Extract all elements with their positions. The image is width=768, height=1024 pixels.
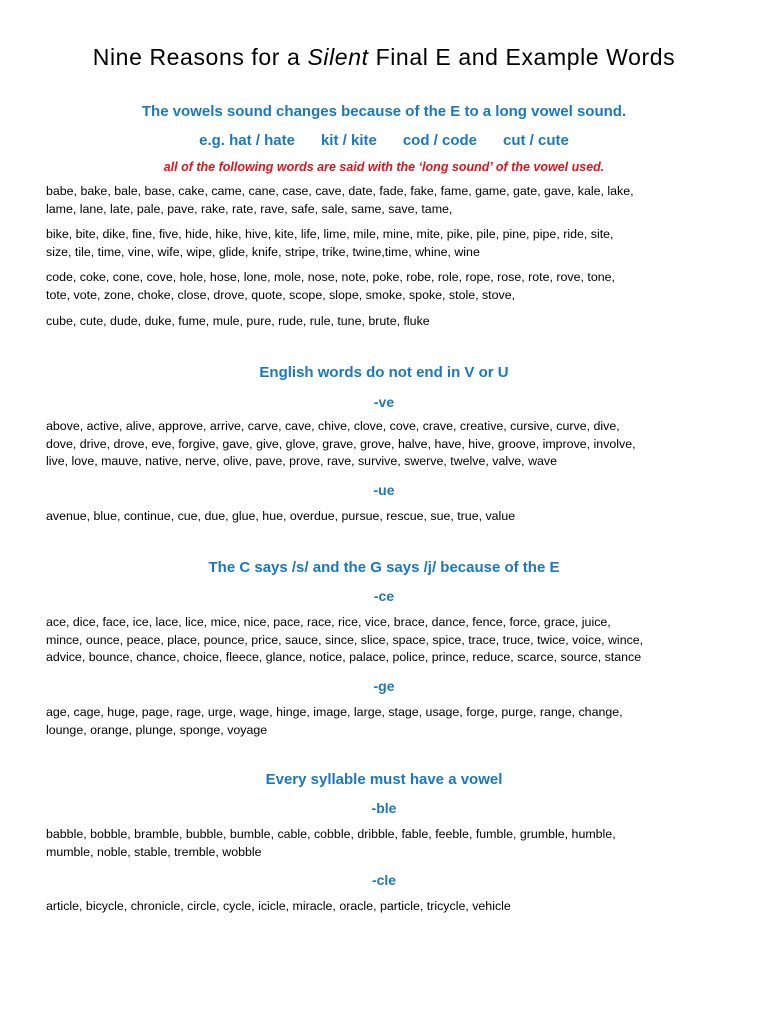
example-pair: cod / code — [402, 132, 478, 149]
word-line: avenue, blue, continue, cue, due, glue, hue, overdue, pursue, rescue, sue, true, value — [46, 509, 516, 523]
word-line: mince, ounce, peace, place, pounce, price, sauce, since, slice, space, spice, trace, truce, twice, voice, wince, — [46, 632, 644, 647]
word-list-ble — [46, 826, 736, 861]
long-sound-note: all of the following words are said with the ‘long sound’ of the vowel used. — [163, 160, 605, 174]
title-italic-word: Silent — [307, 44, 369, 70]
section-heading-c-g: The C says /s/ and the G says /j/ because of the E — [208, 559, 560, 576]
example-pair: cut / cute — [503, 132, 569, 149]
word-line: babble, bobble, bramble, bubble, bumble, cable, cobble, dribble, fable, feeble, fumble, grumble, humble, — [46, 827, 616, 841]
section-heading-long-vowel: The vowels sound changes because of the E to a long vowel sound. — [141, 103, 627, 120]
word-list-ce — [46, 614, 736, 667]
section-heading-syllable: Every syllable must have a vowel — [265, 771, 503, 788]
word-list-long-i — [46, 226, 736, 261]
word-list-long-a — [46, 183, 736, 218]
word-line: cube, cute, dude, duke, fume, mule, pure, rude, rule, tune, brute, fluke — [46, 314, 430, 328]
word-list-ge — [46, 704, 736, 739]
word-list-ue — [46, 508, 736, 526]
word-list-long-u — [46, 313, 736, 331]
word-line: bike, bite, dike, fine, five, hide, hike, hive, kite, life, lime, mile, mine, mite, pike, pile, pine, pipe, ride, site, — [46, 227, 614, 241]
word-line: dove, drive, drove, eve, forgive, gave, give, glove, grave, grove, halve, have, hive, groove, improve, involve, — [46, 436, 636, 451]
word-line: ace, dice, face, ice, lace, lice, mice, nice, pace, race, rice, vice, brace, dance, fence, force, grace, juice, — [46, 615, 611, 629]
subheading-ue: -ue — [373, 482, 395, 498]
subheading-ve: -ve — [373, 394, 395, 410]
word-line: code, coke, cone, cove, hole, hose, lone, mole, nose, note, poke, robe, role, rope, rose, rote, rove, tone, — [46, 270, 615, 284]
word-line: mumble, noble, stable, tremble, wobble — [46, 844, 262, 859]
word-line: babe, bake, bale, base, cake, came, cane, case, cave, date, fade, fake, fame, game, gate, gave, kale, lake, — [46, 184, 634, 198]
word-line: live, love, mauve, native, nerve, olive, pave, prove, rave, survive, swerve, twelve, valve, wave — [46, 454, 557, 468]
word-line: article, bicycle, chronicle, circle, cycle, icicle, miracle, oracle, particle, tricycle, vehicle — [46, 899, 511, 913]
subheading-ce: -ce — [373, 588, 395, 604]
subheading-cle: -cle — [371, 872, 397, 888]
example-pair: kit / kite — [320, 132, 377, 149]
subheading-ge: -ge — [373, 678, 395, 694]
word-line: advice, bounce, chance, choice, fleece, glance, notice, palace, police, prince, reduce, scarce, source, stance — [46, 650, 642, 664]
word-line: above, active, alive, approve, arrive, carve, cave, chive, clove, cove, crave, creative, cursive, curve, dive, — [46, 419, 620, 433]
word-line: age, cage, huge, page, rage, urge, wage, hinge, image, large, stage, usage, forge, purge, range, change, — [46, 705, 623, 719]
word-line: size, tile, time, vine, wife, wipe, glide, knife, stripe, trike, twine,time, whine, wine — [46, 244, 480, 259]
word-list-ve — [46, 418, 736, 471]
section-heading-v-u: English words do not end in V or U — [259, 364, 509, 381]
word-line: tote, vote, zone, choke, close, drove, quote, scope, slope, smoke, spoke, stole, stove, — [46, 287, 516, 302]
example-pair: e.g. hat / hate — [199, 132, 295, 149]
word-line: lame, lane, late, pale, pave, rake, rate, rave, safe, sale, same, save, tame, — [46, 201, 453, 216]
word-list-long-o — [46, 269, 736, 304]
title-after: Final E and Example Words — [368, 44, 676, 70]
page-title — [0, 44, 768, 71]
title-before: Nine Reasons for a — [92, 44, 308, 70]
word-list-cle — [46, 898, 736, 916]
subheading-ble: -ble — [371, 800, 397, 816]
word-line: lounge, orange, plunge, sponge, voyage — [46, 722, 268, 737]
example-pairs — [0, 132, 768, 149]
